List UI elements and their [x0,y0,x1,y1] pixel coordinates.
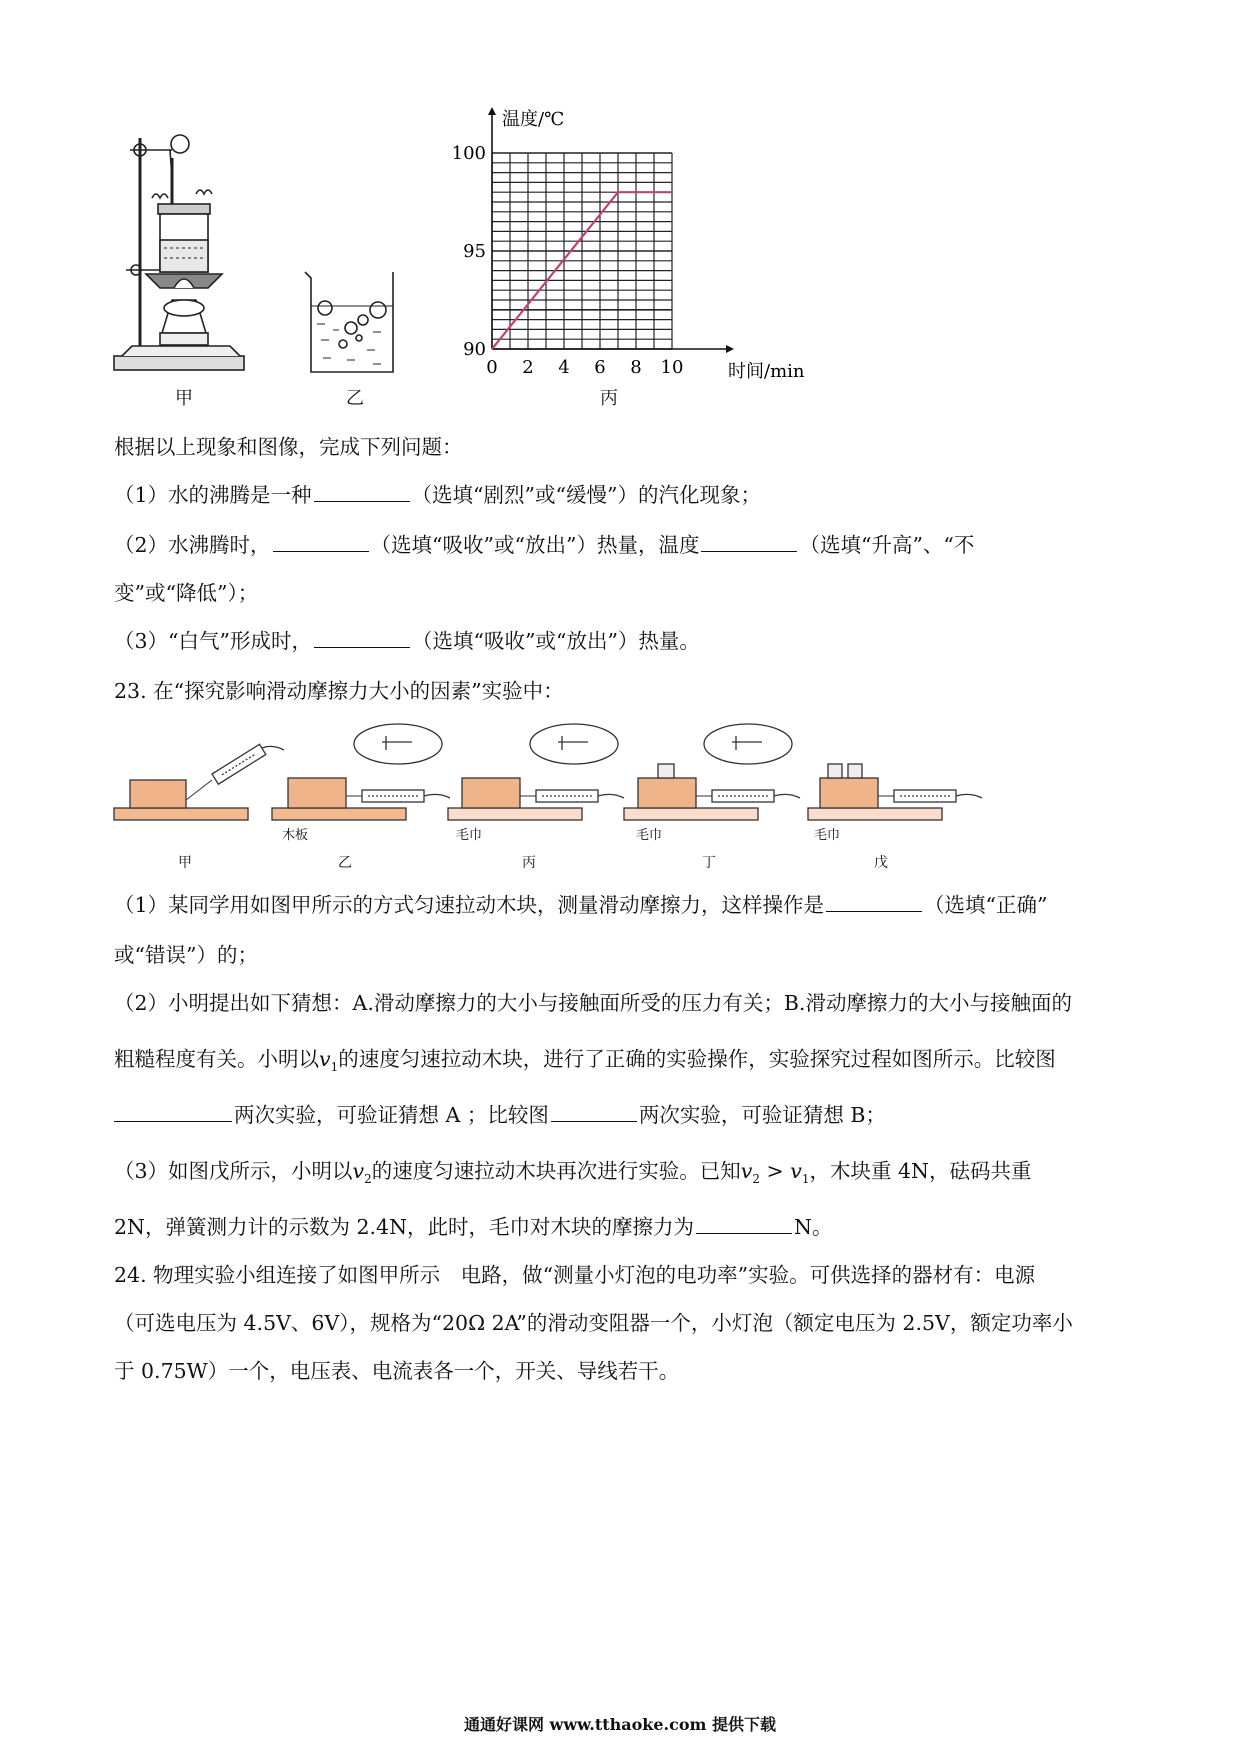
q22-blank-4[interactable] [314,627,410,648]
x-tick-label: 8 [630,357,642,378]
figure-caption-jia: 甲 [175,388,193,409]
q24-line-3: 于 0.75W）一个，电压表、电流表各一个，开关、导线若干。 [114,1359,680,1383]
surface-label-1: 木板 [282,828,309,843]
y-tick-label: 90 [463,339,486,360]
x-axis-arrow [726,345,734,353]
chart-ylabel: 温度/℃ [502,109,565,130]
q22-part2: （2）水沸腾时， （选填“吸收”或“放出”）热量，温度 （选填“升高”、“不 [114,533,975,557]
boiling-beaker-figure [303,268,403,378]
chart-axes [488,107,734,353]
q23-part1-cont: 或“错误”）的； [114,943,258,967]
x-tick-label: 6 [594,357,606,378]
q22-part2-cont: 变”或“降低”）； [114,581,259,605]
friction-caption-jia: 甲 [178,855,192,871]
chart-grid [492,153,672,349]
chart-xlabel: 时间/min [728,361,805,382]
temperature-time-chart [450,105,820,385]
q23-blank-1[interactable] [826,891,922,912]
q22-blank-3[interactable] [701,531,797,552]
surface-label-3: 毛巾 [636,828,663,843]
q23-part3-cont: 2N，弹簧测力计的示数为 2.4N，此时，毛巾对木块的摩擦力为 N。 [114,1215,833,1239]
figure-caption-yi: 乙 [346,388,364,409]
x-tick-label: 2 [522,357,534,378]
q22-blank-1[interactable] [314,481,410,502]
y-tick-label: 95 [463,241,486,262]
q24-line-2: （可选电压为 4.5V、6V），规格为“20Ω 2A”的滑动变阻器一个，小灯泡（额定电压为 2.5V，额定功率小 [114,1311,1073,1335]
x-tick-label: 10 [660,357,684,378]
q23-part2-blanks: 两次实验，可验证猜想 A ；比较图 两次实验，可验证猜想 B； [114,1100,886,1130]
y-tick-label: 100 [451,143,486,164]
friction-caption-ding: 丁 [702,855,716,871]
q22-blank-2[interactable] [273,531,369,552]
q22-intro: 根据以上现象和图像，完成下列问题： [114,435,463,459]
boiling-apparatus-figure [112,128,252,383]
friction-caption-wu: 戊 [874,855,888,871]
q23-blank-2[interactable] [114,1101,232,1122]
q23-blank-4[interactable] [696,1213,792,1234]
surface-label-2: 毛巾 [456,828,483,843]
y-axis-arrow [488,107,496,115]
q23-title: 23. 在“探究影响滑动摩擦力大小的因素”实验中： [114,679,564,703]
surface-label-4: 毛巾 [814,828,841,843]
q23-part3: （3）如图戊所示，小明以$v_2$的速度匀速拉动木块再次进行实验。已知$v_2 > v_1$，木块重 4N，砝码共重 [114,1159,1032,1187]
q24-line-1: 24. 物理实验小组连接了如图甲所示 电路，做“测量小灯泡的电功率”实验。可供选择的器材有：电源 [114,1263,1036,1287]
q22-part3: （3）“白气”形成时， （选填“吸收”或“放出”）热量。 [114,629,700,653]
q23-blank-3[interactable] [551,1101,637,1122]
x-tick-label: 4 [558,357,570,378]
figure-caption-bing: 丙 [600,388,618,409]
friction-caption-yi: 乙 [338,855,352,871]
friction-experiment-figures [112,722,992,822]
q22-part1: （1）水的沸腾是一种 （选填“剧烈”或“缓慢”）的汽化现象； [114,483,761,507]
q23-part2: （2）小明提出如下猜想：A.滑动摩擦力的大小与接触面所受的压力有关；B.滑动摩擦力的大小与接触面的 [114,991,1072,1015]
q23-part1: （1）某同学用如图甲所示的方式匀速拉动木块，测量滑动摩擦力，这样操作是 （选填“正确” [114,893,1048,917]
page-footer: 通通好课网 www.tthaoke.com 提供下载 [463,1715,777,1734]
q23-part2-cont: 粗糙程度有关。小明以$v_1$的速度匀速拉动木块，进行了正确的实验操作，实验探究过程如图所示。比较图 [114,1047,1056,1075]
x-tick-label: 0 [486,357,498,378]
friction-caption-bing: 丙 [522,855,536,871]
